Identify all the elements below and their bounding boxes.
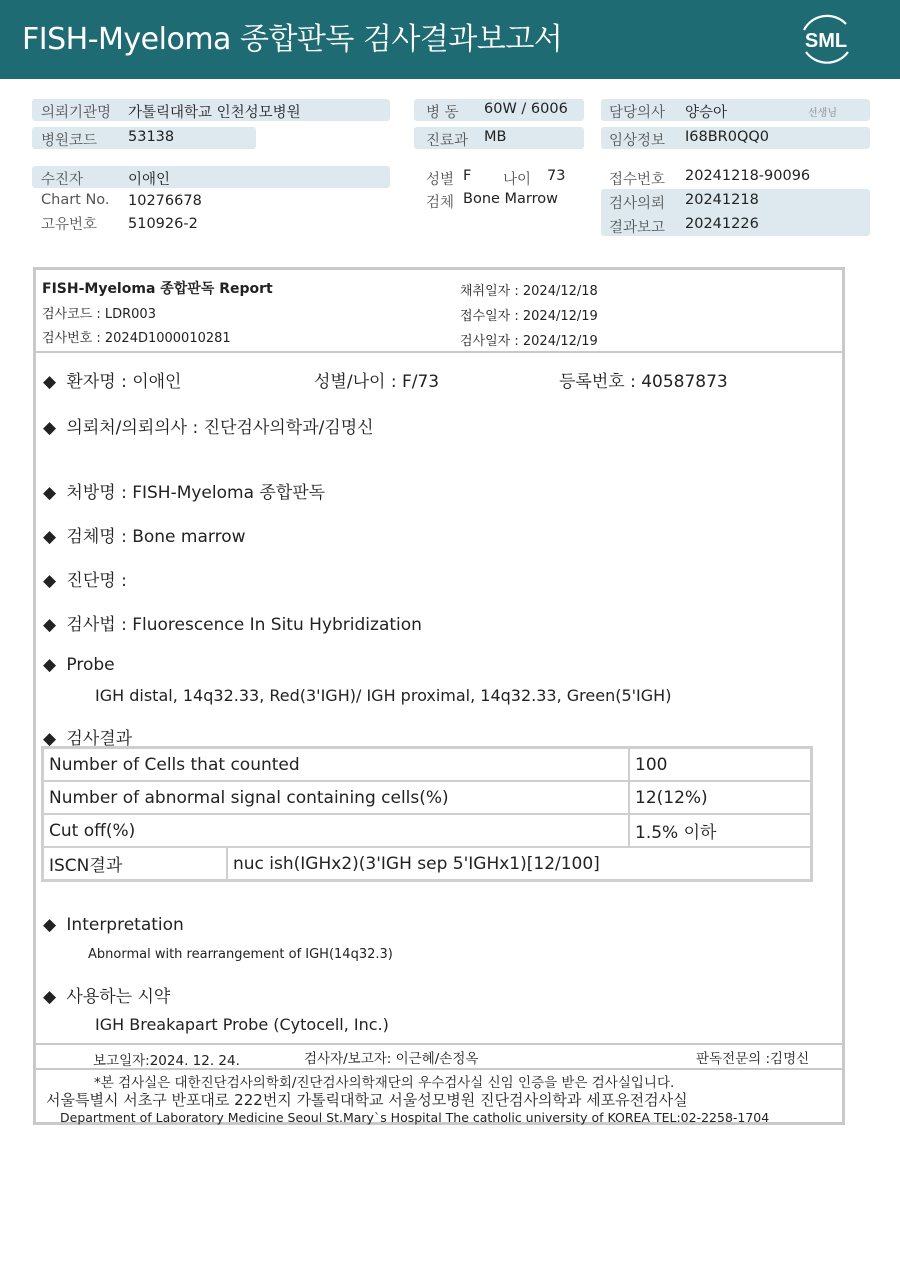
diamond-bullet: ◆ — [43, 615, 57, 635]
diamond-bullet: ◆ — [43, 729, 57, 749]
test-number: 검사번호 : 2024D1000010281 — [42, 331, 231, 346]
diamond-bullet: ◆ — [43, 372, 57, 392]
interpretation-line — [43, 915, 184, 935]
logo-text: SML — [804, 30, 848, 52]
reporter: 검사자/보고자: 이근혜/손정옥 — [304, 1051, 479, 1067]
receipt-label: 접수번호 — [609, 172, 666, 188]
referrer: 의뢰처/의뢰의사 : 진단검사의학과/김명신 — [66, 418, 374, 438]
sex-age: 성별/나이 : F/73 — [314, 372, 440, 392]
address-english: Department of Laboratory Medicine Seoul St.Mary`s Hospital The catholic university of KOREA TEL:02-2258-1704 — [60, 1110, 770, 1125]
row-label: Number of abnormal signal containing cells(%) — [43, 781, 630, 814]
diamond-bullet: ◆ — [43, 527, 57, 547]
prescription: 처방명 : FISH-Myeloma 종합판독 — [66, 483, 326, 503]
report-header-bar — [0, 0, 900, 79]
age-value: 73 — [547, 168, 566, 184]
row-label: Number of Cells that counted — [43, 748, 630, 782]
method-line — [43, 610, 422, 635]
chart-value: 10276678 — [128, 193, 202, 209]
patient-label: 수진자 — [41, 172, 84, 188]
diamond-bullet: ◆ — [43, 483, 57, 503]
diamond-bullet: ◆ — [43, 418, 57, 438]
reagent-line — [43, 982, 170, 1007]
referrer-line — [43, 413, 374, 438]
diagnosis: 진단명 : — [66, 571, 127, 591]
chart-label: Chart No. — [41, 192, 110, 208]
unique-value: 510926-2 — [128, 216, 198, 232]
requesting-org-value: 가톨릭대학교 인천성모병원 — [128, 105, 301, 121]
hospital-code-label: 병원코드 — [41, 133, 98, 149]
diamond-bullet: ◆ — [43, 655, 57, 675]
results-table — [41, 746, 813, 882]
table-row — [43, 781, 812, 814]
request-label: 검사의뢰 — [609, 196, 666, 212]
address-korean: 서울특별시 서초구 반포대로 222번지 가톨릭대학교 서울성모병원 진단검사의학과 세포유전검사실 — [46, 1091, 688, 1109]
table-row — [43, 748, 812, 782]
collect-date: 채취일자 : 2024/12/18 — [460, 284, 598, 299]
specimen-value: Bone Marrow — [463, 191, 559, 207]
iscn-value: nuc ish(IGHx2)(3'IGH sep 5'IGHx1)[12/100] — [227, 847, 812, 881]
row-value: 12(12%) — [629, 781, 812, 814]
result-label: 결과보고 — [609, 220, 666, 236]
report-box-title: FISH-Myeloma 종합판독 Report — [42, 281, 273, 297]
request-value: 20241218 — [685, 192, 759, 208]
doctor-value: 양승아 — [685, 105, 728, 121]
diamond-bullet: ◆ — [43, 571, 57, 591]
age-label: 나이 — [503, 172, 532, 188]
report-title: FISH-Myeloma 종합판독 검사결과보고서 — [22, 22, 563, 57]
doctor-suffix: 선생님 — [808, 108, 837, 119]
diamond-bullet: ◆ — [43, 915, 57, 935]
reagent-text: IGH Breakapart Probe (Cytocell, Inc.) — [95, 1015, 389, 1034]
interpretation-title: Interpretation — [66, 915, 184, 935]
patient-name: 환자명 : 이애인 — [66, 372, 182, 392]
certification-note: *본 검사실은 대한진단검사의학회/진단검사의학재단의 우수검사실 신임 인증을 받은 검사실입니다. — [94, 1075, 675, 1091]
ward-label: 병 동 — [426, 105, 459, 121]
specimen-name: 검체명 : Bone marrow — [66, 527, 246, 547]
divider — [36, 1043, 842, 1045]
row-value: 100 — [629, 748, 812, 782]
hospital-code-value: 53138 — [128, 129, 175, 145]
unique-label: 고유번호 — [41, 217, 98, 233]
iscn-label: ISCN결과 — [43, 847, 228, 881]
specimen-line — [43, 522, 246, 547]
report-meta-header — [36, 270, 842, 353]
result-value: 20241226 — [685, 216, 759, 232]
diamond-bullet: ◆ — [43, 987, 57, 1007]
diagnosis-line — [43, 566, 127, 591]
reagent-title: 사용하는 시약 — [66, 987, 171, 1007]
receipt-value: 20241218-90096 — [685, 168, 811, 184]
test-method: 검사법 : Fluorescence In Situ Hybridization — [66, 615, 422, 635]
divider — [36, 1068, 842, 1070]
table-row — [43, 847, 812, 881]
interpretation-text: Abnormal with rearrangement of IGH(14q32.3) — [88, 947, 393, 962]
test-code: 검사코드 : LDR003 — [42, 307, 156, 322]
dept-value: MB — [484, 129, 507, 145]
clinical-label: 임상정보 — [609, 133, 666, 149]
receipt-date: 접수일자 : 2024/12/19 — [460, 309, 598, 324]
row-value: 1.5% 이하 — [629, 814, 812, 847]
probe-line — [43, 655, 115, 675]
specimen-label: 검체 — [426, 195, 455, 211]
sml-logo — [796, 12, 856, 68]
test-date: 검사일자 : 2024/12/19 — [460, 334, 598, 349]
shade-bar — [32, 166, 390, 188]
dept-label: 진료과 — [426, 133, 469, 149]
prescription-line — [43, 478, 325, 503]
ward-value: 60W / 6006 — [484, 101, 568, 117]
patient-value: 이애인 — [128, 172, 171, 188]
clinical-value: I68BR0QQ0 — [685, 129, 770, 145]
sex-label: 성별 — [426, 172, 455, 188]
doctor-label: 담당의사 — [609, 105, 666, 121]
probe-title: Probe — [66, 655, 115, 675]
table-row — [43, 814, 812, 847]
report-date: 보고일자:2024. 12. 24. — [93, 1053, 240, 1069]
sex-value: F — [463, 168, 472, 184]
probe-description: IGH distal, 14q32.33, Red(3'IGH)/ IGH proximal, 14q32.33, Green(5'IGH) — [95, 686, 672, 705]
specialist: 판독전문의 :김명신 — [696, 1051, 810, 1067]
patient-name-line — [43, 367, 181, 392]
requesting-org-label: 의뢰기관명 — [41, 105, 112, 121]
result-title: 검사결과 — [66, 729, 133, 749]
row-label: Cut off(%) — [43, 814, 630, 847]
report-box — [33, 267, 845, 1125]
registration-number: 등록번호 : 40587873 — [559, 372, 728, 392]
